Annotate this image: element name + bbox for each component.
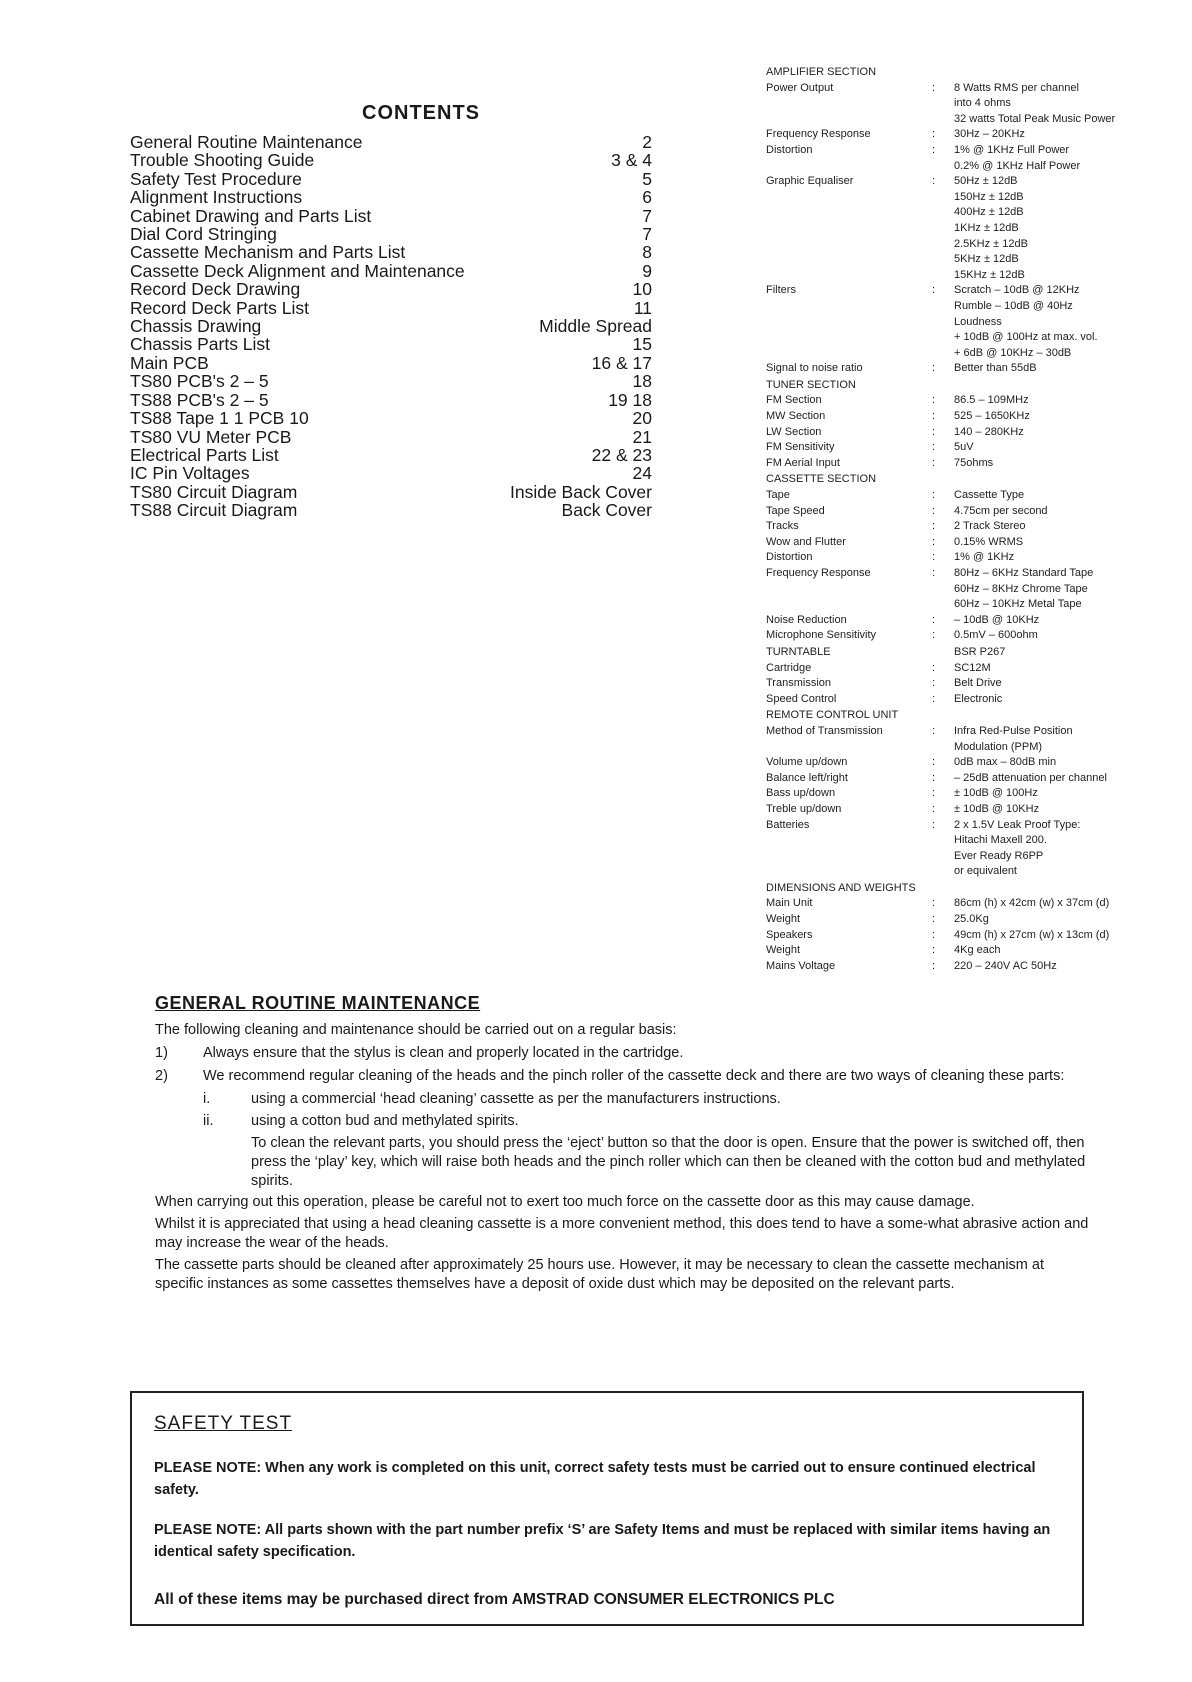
- contents-item-page: 10: [632, 279, 652, 300]
- contents-item-title: IC Pin Voltages: [130, 463, 250, 484]
- spec-value: 60Hz – 8KHz Chrome Tape: [954, 582, 1088, 595]
- spec-row: [766, 519, 1146, 535]
- spec-label: Microphone Sensitivity: [766, 629, 877, 642]
- spec-colon: :: [932, 692, 936, 705]
- spec-label: Speed Control: [766, 692, 837, 705]
- spec-value: + 6dB @ 10KHz – 30dB: [954, 346, 1072, 359]
- spec-values: [954, 755, 1146, 771]
- safety-test-box: [130, 1391, 1084, 1626]
- spec-colon: :: [932, 787, 936, 800]
- spec-value: 140 – 280KHz: [954, 425, 1024, 438]
- spec-row: [766, 771, 1146, 787]
- contents-item-page: 20: [632, 408, 652, 429]
- contents-row: [130, 446, 652, 464]
- spec-colon: :: [932, 143, 936, 156]
- spec-row: [766, 425, 1146, 441]
- list-item: [155, 1067, 1090, 1086]
- contents-row: [130, 225, 652, 243]
- spec-value: Scratch – 10dB @ 12KHz: [954, 284, 1080, 297]
- spec-value: 1% @ 1KHz: [954, 551, 1015, 564]
- spec-colon: :: [932, 284, 936, 297]
- sub-item-number: ii.: [203, 1113, 214, 1129]
- spec-value: 0.15% WRMS: [954, 535, 1024, 548]
- spec-colon: :: [932, 818, 936, 831]
- spec-value: Infra Red-Pulse Position: [954, 724, 1073, 737]
- spec-value: 60Hz – 10KHz Metal Tape: [954, 598, 1082, 611]
- contents-row: [130, 483, 652, 501]
- spec-value: 49cm (h) x 27cm (w) x 13cm (d): [954, 928, 1110, 941]
- contents-item-title: Chassis Parts List: [130, 334, 271, 355]
- spec-colon: [932, 645, 954, 661]
- contents-item-title: TS80 PCB's 2 – 5: [130, 371, 269, 392]
- spec-values: [954, 519, 1146, 535]
- spec-colon: :: [932, 175, 936, 188]
- spec-values: [954, 613, 1146, 629]
- spec-label: Weight: [766, 944, 801, 957]
- spec-value: Belt Drive: [954, 677, 1002, 690]
- spec-label: Bass up/down: [766, 787, 836, 800]
- spec-value: Hitachi Maxell 200.: [954, 834, 1047, 847]
- spec-value: 0dB max – 80dB min: [954, 756, 1057, 769]
- spec-label: Distortion: [766, 551, 813, 564]
- spec-values: [954, 409, 1146, 425]
- contents-row: [130, 170, 652, 188]
- spec-row: [766, 81, 1146, 128]
- spec-colon: :: [932, 504, 936, 517]
- sub-item-detail: To clean the relevant parts, you should press the ‘eject’ button so that the door is open. Ensure that the power is switched off, then press the ‘play’ key, which will raise both heads and the pinch roller which can then be cleaned with the cotton bud and methylated spirits.: [251, 1135, 1086, 1189]
- spec-values: [954, 818, 1146, 880]
- spec-value: 86.5 – 109MHz: [954, 394, 1029, 407]
- contents-row: [130, 501, 652, 519]
- spec-colon: :: [932, 677, 936, 690]
- spec-values: [954, 127, 1146, 143]
- contents-item-page: 3 & 4: [611, 150, 652, 171]
- spec-row: [766, 928, 1146, 944]
- spec-values: [954, 692, 1146, 708]
- spec-value: 5KHz ± 12dB: [954, 253, 1019, 266]
- spec-values: [954, 912, 1146, 928]
- spec-row: [766, 724, 1146, 755]
- maintenance-paragraph: The cassette parts should be cleaned after approximately 25 hours use. However, it may be necessary to clean the cassette mechanism at specific instances as some cassettes themselves have a deposit of oxide dust which may be deposited on the relevant parts.: [155, 1257, 1044, 1292]
- item-text: We recommend regular cleaning of the heads and the pinch roller of the cassette deck and there are two ways of cleaning these parts:: [203, 1068, 1065, 1084]
- spec-values: [954, 896, 1146, 912]
- spec-label: Graphic Equaliser: [766, 175, 854, 188]
- spec-colon: :: [932, 959, 936, 972]
- spec-values: [954, 361, 1146, 377]
- spec-colon: :: [932, 724, 936, 737]
- sub-item-number: i.: [203, 1091, 211, 1107]
- spec-values: [954, 440, 1146, 456]
- contents-section: [130, 102, 652, 520]
- contents-row: [130, 262, 652, 280]
- spec-values: [954, 661, 1146, 677]
- spec-values: [954, 786, 1146, 802]
- contents-item-page: 7: [642, 224, 652, 245]
- sub-item-text: using a cotton bud and methylated spirits.: [251, 1113, 519, 1129]
- spec-label: Noise Reduction: [766, 613, 847, 626]
- spec-row: [766, 802, 1146, 818]
- contents-item-page: 8: [642, 242, 652, 263]
- spec-value: SC12M: [954, 661, 991, 674]
- contents-row: [130, 335, 652, 353]
- spec-value: – 10dB @ 10KHz: [954, 613, 1040, 626]
- spec-values: [954, 959, 1146, 975]
- spec-values: [954, 425, 1146, 441]
- spec-value: 0.5mV – 600ohm: [954, 629, 1038, 642]
- spec-section-heading: TUNER SECTION: [766, 378, 856, 391]
- spec-colon: :: [932, 362, 936, 375]
- contents-row: [130, 188, 652, 206]
- spec-value: 150Hz ± 12dB: [954, 190, 1024, 203]
- spec-colon: :: [932, 944, 936, 957]
- spec-row: [766, 676, 1146, 692]
- contents-item-page: 19 18: [608, 389, 652, 410]
- spec-heading-value: BSR P267: [954, 645, 1006, 658]
- spec-row: [766, 912, 1146, 928]
- spec-value: 5uV: [954, 441, 974, 454]
- contents-item-title: Cabinet Drawing and Parts List: [130, 205, 372, 226]
- safety-note: All of these items may be purchased direct from AMSTRAD CONSUMER ELECTRONICS PLC: [154, 1591, 835, 1608]
- contents-title: CONTENTS: [362, 102, 480, 124]
- contents-row: [130, 243, 652, 261]
- contents-item-title: TS88 Tape 1 1 PCB 10: [130, 408, 309, 429]
- spec-row: [766, 613, 1146, 629]
- spec-section-heading: REMOTE CONTROL UNIT: [766, 709, 899, 722]
- spec-colon: :: [932, 756, 936, 769]
- maintenance-heading: GENERAL ROUTINE MAINTENANCE: [155, 993, 481, 1013]
- spec-row: [766, 786, 1146, 802]
- spec-value: 50Hz ± 12dB: [954, 175, 1018, 188]
- spec-colon: :: [932, 551, 936, 564]
- spec-label: Power Output: [766, 81, 834, 94]
- spec-colon: :: [932, 410, 936, 423]
- spec-colon: :: [932, 81, 936, 94]
- spec-values: [954, 81, 1146, 128]
- spec-colon: :: [932, 535, 936, 548]
- spec-label: Volume up/down: [766, 756, 848, 769]
- contents-item-title: Cassette Deck Alignment and Maintenance: [130, 260, 465, 281]
- maintenance-paragraph: Whilst it is appreciated that using a head cleaning cassette is a more convenient method, this does tend to have a some-what abrasive action and may increase the wear of the heads.: [155, 1216, 1089, 1251]
- contents-item-title: Dial Cord Stringing: [130, 224, 277, 245]
- spec-colon: :: [932, 913, 936, 926]
- spec-values: [954, 628, 1146, 644]
- spec-value: 400Hz ± 12dB: [954, 206, 1024, 219]
- maintenance-section: [155, 994, 1090, 1297]
- contents-item-title: Main PCB: [130, 352, 209, 373]
- spec-row: [766, 504, 1146, 520]
- contents-item-page: 7: [642, 205, 652, 226]
- contents-item-title: TS80 Circuit Diagram: [130, 481, 298, 502]
- spec-value: Modulation (PPM): [954, 740, 1043, 753]
- contents-row: [130, 133, 652, 151]
- contents-item-title: TS88 PCB's 2 – 5: [130, 389, 269, 410]
- spec-colon: :: [932, 425, 936, 438]
- spec-label: Tape: [766, 489, 790, 502]
- contents-item-page: 18: [632, 371, 652, 392]
- spec-value: Cassette Type: [954, 489, 1025, 502]
- spec-value: 25.0Kg: [954, 913, 989, 926]
- spec-label: Treble up/down: [766, 802, 842, 815]
- spec-section-heading: AMPLIFIER SECTION: [766, 66, 877, 78]
- spec-value: ± 10dB @ 10KHz: [954, 802, 1040, 815]
- spec-label: Balance left/right: [766, 771, 848, 784]
- contents-row: [130, 207, 652, 225]
- spec-value: Better than 55dB: [954, 362, 1037, 375]
- spec-value: 0.2% @ 1KHz Half Power: [954, 159, 1081, 172]
- contents-item-title: Record Deck Drawing: [130, 279, 301, 300]
- spec-label: FM Sensitivity: [766, 441, 835, 454]
- specification-list: [766, 64, 1146, 974]
- contents-item-title: Cassette Mechanism and Parts List: [130, 242, 406, 263]
- contents-row: [130, 464, 652, 482]
- contents-item-title: TS88 Circuit Diagram: [130, 500, 298, 521]
- spec-label: Mains Voltage: [766, 959, 836, 972]
- spec-row: [766, 127, 1146, 143]
- spec-value: 525 – 1650KHz: [954, 410, 1030, 423]
- contents-item-page: 2: [642, 132, 652, 152]
- spec-section-heading: DIMENSIONS AND WEIGHTS: [766, 881, 916, 894]
- spec-values: [954, 456, 1146, 472]
- spec-row: [766, 393, 1146, 409]
- spec-label: FM Section: [766, 394, 822, 407]
- spec-values: [954, 535, 1146, 551]
- spec-values: [954, 676, 1146, 692]
- spec-value: 2 x 1.5V Leak Proof Type:: [954, 818, 1081, 831]
- contents-item-page: 6: [642, 187, 652, 208]
- spec-row: [766, 143, 1146, 174]
- spec-values: [954, 143, 1146, 174]
- spec-value: 4.75cm per second: [954, 504, 1048, 517]
- spec-value: – 25dB attenuation per channel: [954, 771, 1107, 784]
- item-text: Always ensure that the stylus is clean and properly located in the cartridge.: [203, 1045, 684, 1061]
- spec-row: [766, 174, 1146, 283]
- spec-value: 80Hz – 6KHz Standard Tape: [954, 567, 1094, 579]
- safety-note: PLEASE NOTE: When any work is completed on this unit, correct safety tests must be carried out to ensure continued electrical safety.: [154, 1460, 1036, 1498]
- spec-value: 30Hz – 20KHz: [954, 128, 1025, 141]
- contents-item-page: 11: [633, 297, 652, 318]
- spec-label: LW Section: [766, 425, 822, 438]
- spec-values: [954, 566, 1146, 613]
- contents-list: [130, 133, 652, 520]
- spec-value: Ever Ready R6PP: [954, 849, 1044, 862]
- contents-row: [130, 409, 652, 427]
- contents-item-page: 21: [632, 426, 652, 447]
- spec-values: [954, 174, 1146, 283]
- sub-item-text: using a commercial ‘head cleaning’ cassette as per the manufacturers instructions.: [251, 1091, 781, 1107]
- contents-item-page: 16 & 17: [591, 352, 652, 373]
- spec-label: Frequency Response: [766, 567, 871, 579]
- spec-colon: :: [932, 520, 936, 533]
- spec-values: [954, 488, 1146, 504]
- contents-item-title: Electrical Parts List: [130, 444, 279, 465]
- spec-label: MW Section: [766, 410, 826, 423]
- spec-values: [954, 283, 1146, 361]
- spec-value: 220 – 240V AC 50Hz: [954, 959, 1057, 972]
- contents-row: [130, 151, 652, 169]
- spec-value: 8 Watts RMS per channel: [954, 81, 1079, 94]
- contents-item-page: Middle Spread: [539, 316, 652, 337]
- safety-heading: SAFETY TEST: [154, 1413, 293, 1434]
- spec-colon: :: [932, 629, 936, 642]
- spec-row: [766, 692, 1146, 708]
- spec-label: Main Unit: [766, 897, 813, 910]
- spec-value: 2.5KHz ± 12dB: [954, 237, 1028, 250]
- spec-value: 32 watts Total Peak Music Power: [954, 112, 1116, 125]
- spec-values: [954, 393, 1146, 409]
- contents-row: [130, 354, 652, 372]
- spec-values: [954, 928, 1146, 944]
- contents-row: [130, 317, 652, 335]
- spec-row: [766, 409, 1146, 425]
- spec-row: [766, 628, 1146, 644]
- spec-values: [954, 724, 1146, 755]
- spec-colon: :: [932, 456, 936, 469]
- spec-label: Wow and Flutter: [766, 535, 846, 548]
- spec-row: [766, 959, 1146, 975]
- spec-label: Method of Transmission: [766, 724, 883, 737]
- contents-item-title: Alignment Instructions: [130, 187, 303, 208]
- spec-row: [766, 488, 1146, 504]
- spec-label: Filters: [766, 284, 796, 297]
- spec-value: 15KHz ± 12dB: [954, 268, 1025, 281]
- spec-label: Cartridge: [766, 661, 812, 674]
- spec-label: Transmission: [766, 677, 831, 690]
- spec-row: [766, 361, 1146, 377]
- spec-label: Signal to noise ratio: [766, 362, 863, 375]
- spec-value: 86cm (h) x 42cm (w) x 37cm (d): [954, 897, 1110, 910]
- spec-values: [954, 504, 1146, 520]
- contents-row: [130, 391, 652, 409]
- spec-colon: :: [932, 613, 936, 626]
- contents-item-page: 5: [642, 168, 652, 189]
- spec-heading-label: TURNTABLE: [766, 645, 831, 658]
- contents-item-title: Record Deck Parts List: [130, 297, 309, 318]
- spec-row: [766, 440, 1146, 456]
- spec-value: + 10dB @ 100Hz at max. vol.: [954, 331, 1098, 344]
- contents-row: [130, 372, 652, 390]
- list-item: [155, 1044, 1090, 1063]
- spec-row: [766, 755, 1146, 771]
- spec-label: Frequency Response: [766, 128, 871, 141]
- safety-note: PLEASE NOTE: All parts shown with the part number prefix ‘S’ are Safety Items and must be replaced with similar items having an identical safety specification.: [154, 1522, 1051, 1560]
- spec-value: into 4 ohms: [954, 97, 1011, 110]
- contents-item-page: 15: [632, 334, 652, 355]
- spec-values: [954, 802, 1146, 818]
- contents-item-title: Trouble Shooting Guide: [130, 150, 315, 171]
- spec-colon: :: [932, 928, 936, 941]
- contents-item-title: TS80 VU Meter PCB: [130, 426, 292, 447]
- spec-row: [766, 535, 1146, 551]
- contents-item-title: General Routine Maintenance: [130, 132, 363, 152]
- spec-row: [766, 661, 1146, 677]
- spec-value: 1% @ 1KHz Full Power: [954, 143, 1070, 156]
- contents-item-title: Chassis Drawing: [130, 316, 262, 337]
- spec-row: [766, 896, 1146, 912]
- spec-section-heading: [766, 645, 1146, 661]
- spec-value: Rumble – 10dB @ 40Hz: [954, 299, 1073, 312]
- spec-colon: :: [932, 128, 936, 141]
- spec-value: 75ohms: [954, 456, 994, 469]
- contents-item-page: 22 & 23: [591, 444, 652, 465]
- item-number: 2): [155, 1068, 168, 1084]
- contents-item-page: Inside Back Cover: [509, 481, 652, 502]
- spec-row: [766, 456, 1146, 472]
- sub-list-item: [203, 1112, 1090, 1131]
- spec-row: [766, 566, 1146, 613]
- spec-colon: :: [932, 567, 936, 579]
- spec-values: [954, 550, 1146, 566]
- contents-row: [130, 280, 652, 298]
- maintenance-intro: The following cleaning and maintenance should be carried out on a regular basis:: [155, 1022, 677, 1038]
- spec-value: Electronic: [954, 692, 1003, 705]
- spec-row: [766, 550, 1146, 566]
- spec-label: Tracks: [766, 520, 799, 533]
- spec-section-heading: CASSETTE SECTION: [766, 473, 877, 486]
- spec-label: Batteries: [766, 818, 810, 831]
- contents-row: [130, 299, 652, 317]
- contents-item-page: 24: [632, 463, 652, 484]
- spec-colon: :: [932, 771, 936, 784]
- spec-label: FM Aerial Input: [766, 456, 840, 469]
- spec-value: Loudness: [954, 315, 1002, 328]
- spec-label: Distortion: [766, 143, 813, 156]
- spec-values: [954, 771, 1146, 787]
- spec-colon: :: [932, 441, 936, 454]
- contents-item-title: Safety Test Procedure: [130, 168, 302, 189]
- spec-row: [766, 943, 1146, 959]
- spec-label: Speakers: [766, 928, 813, 941]
- spec-value: 1KHz ± 12dB: [954, 221, 1019, 234]
- spec-colon: :: [932, 489, 936, 502]
- spec-value: ± 10dB @ 100Hz: [954, 787, 1038, 800]
- spec-colon: :: [932, 394, 936, 407]
- contents-row: [130, 428, 652, 446]
- spec-values: [954, 943, 1146, 959]
- spec-colon: :: [932, 897, 936, 910]
- contents-item-page: Back Cover: [561, 500, 652, 521]
- spec-value: 4Kg each: [954, 944, 1001, 957]
- item-number: 1): [155, 1045, 168, 1061]
- spec-row: [766, 818, 1146, 880]
- maintenance-paragraph: When carrying out this operation, please be careful not to exert too much force on the cassette door as this may cause damage.: [155, 1194, 975, 1210]
- spec-label: Tape Speed: [766, 504, 825, 517]
- spec-colon: :: [932, 661, 936, 674]
- spec-value: or equivalent: [954, 865, 1017, 878]
- spec-label: Weight: [766, 913, 801, 926]
- spec-value: 2 Track Stereo: [954, 520, 1026, 533]
- contents-item-page: 9: [642, 260, 652, 281]
- spec-row: [766, 283, 1146, 361]
- spec-colon: :: [932, 802, 936, 815]
- sub-list-item: [203, 1090, 1090, 1109]
